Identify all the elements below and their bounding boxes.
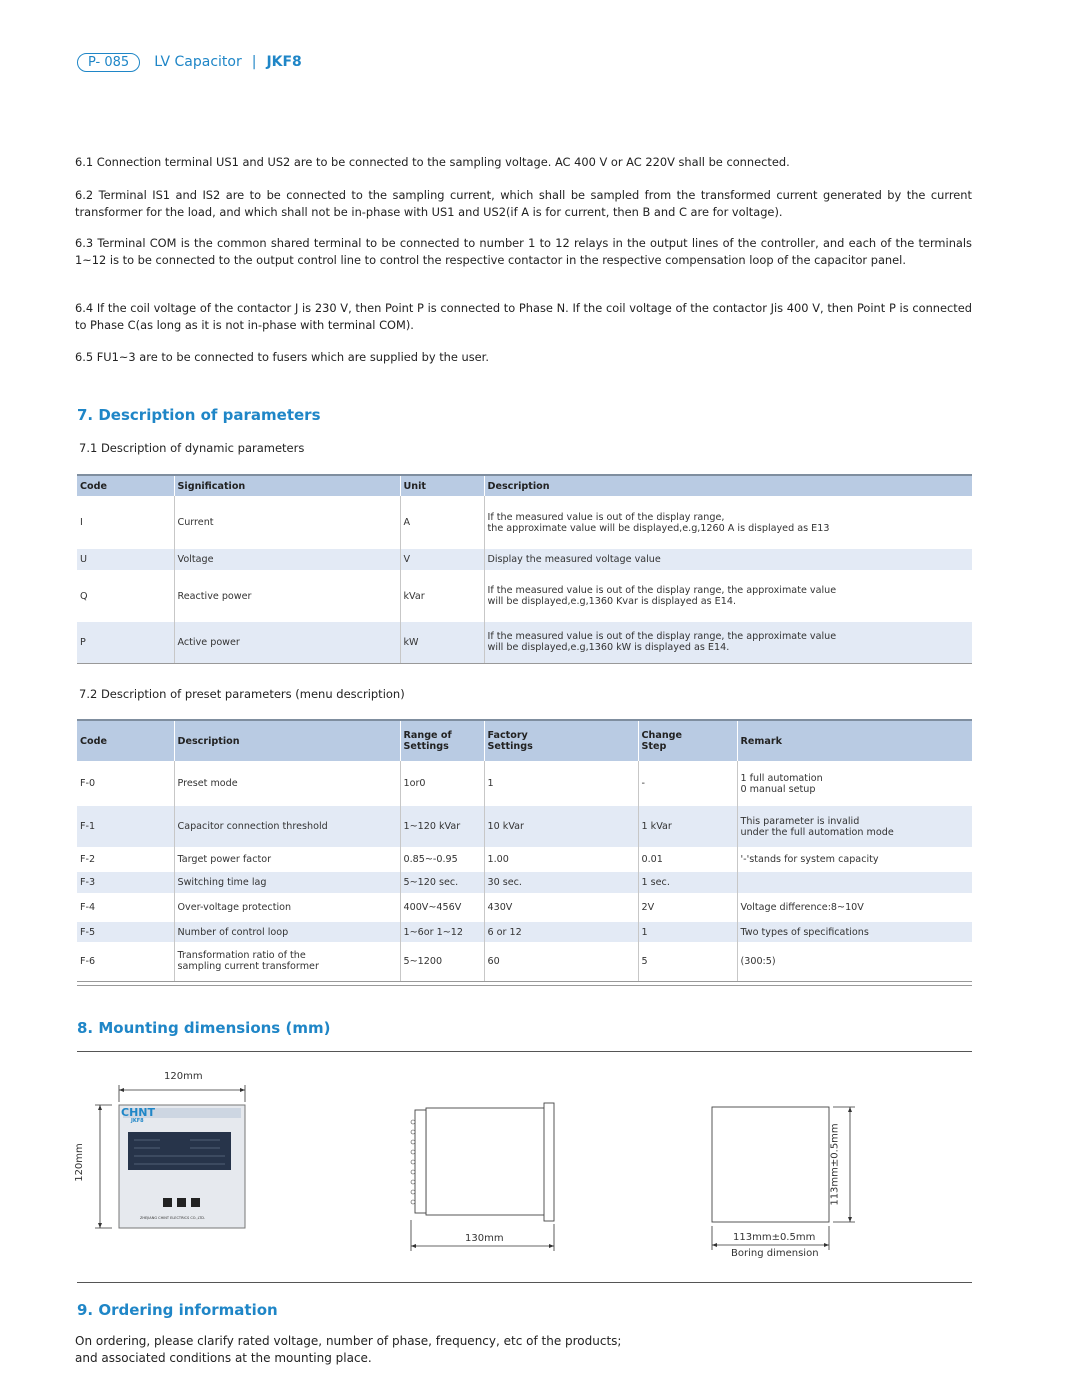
section-9-rule [77,1282,972,1283]
header-line: Settings [487,741,533,752]
cell-remark: Two types of specifications [737,922,972,942]
cell-factory: 6 or 12 [484,922,638,942]
cell-description: Target power factor [174,847,400,872]
cell-unit: A [400,496,484,549]
device-brand: CHNT [121,1106,155,1119]
cell-step: 2V [638,893,737,922]
note-6-2: 6.2 Terminal IS1 and IS2 are to be connected to the sampling current, which shall be sampled from the transformed current generated by the current transformer for the load, and which shall not be in-phase with US1 and US2(if A is for current, then B and C are for voltage). [75,188,972,219]
side-depth-label: 130mm [465,1233,504,1244]
table-row [77,872,972,893]
cell-factory: 1 [484,761,638,806]
ordering-line: On ordering, please clarify rated voltage, number of phase, frequency, etc of the products; [75,1334,622,1348]
page-header [77,51,302,73]
table-header-row [77,720,972,761]
cell-remark [737,872,972,893]
col-code: Code [77,720,174,761]
cell-remark [737,761,972,806]
cell-description: Preset mode [174,761,400,806]
device-model: JKF8 [131,1118,144,1124]
cell-range: 1~120 kVar [400,806,484,847]
cell-range: 1~6or 1~12 [400,922,484,942]
note-6-5: 6.5 FU1~3 are to be connected to fusers which are supplied by the user. [75,350,489,364]
cell-unit: V [400,549,484,570]
table-row [77,942,972,981]
cell-remark: Voltage difference:8~10V [737,893,972,922]
note-6-3: 6.3 Terminal COM is the common shared terminal to be connected to number 1 to 12 relays in the output lines of the controller, and each of the terminals 1~12 is to be connected to the output control line to control the respective contactor in the respective compensation loop of the capacitor panel. [75,236,972,267]
table-row [77,922,972,942]
note-6-4: 6.4 If the coil voltage of the contactor J is 230 V, then Point P is connected to Phase N. If the coil voltage of the contactor Jis 400 V, then Point P is connected to Phase C(as long as it is not in-phase with terminal COM). [75,301,972,332]
table-header-row [77,475,972,496]
cell-code: I [80,517,83,528]
cell-range: 1or0 [400,761,484,806]
header-line: Range of [403,730,452,741]
cell-step: 1 kVar [638,806,737,847]
preset-parameters-table [77,719,972,982]
header-line: Step [641,741,667,752]
cell-remark: (300:5) [737,942,972,981]
col-remark: Remark [737,720,972,761]
cell-signification: Active power [174,622,400,663]
cell-step: 1 [638,922,737,942]
section-8-title: 8. Mounting dimensions (mm) [77,1019,331,1037]
cell-factory: 10 kVar [484,806,638,847]
cutout-drawing [705,1100,865,1250]
cell-factory: 60 [484,942,638,981]
col-step [638,720,737,761]
desc-line: If the measured value is out of the display range, the approximate value [487,585,837,596]
cell-description: Switching time lag [174,872,400,893]
cell-signification: Current [174,496,400,549]
cell-description [484,570,972,622]
cell-code: U [77,549,174,570]
header-line: Factory [487,730,528,741]
cell-unit: kVar [400,570,484,622]
cell-description [484,622,972,663]
cell-step: 5 [638,942,737,981]
header-line: Change [641,730,683,741]
remark-line: 0 manual setup [740,783,816,795]
cell-description: Over-voltage protection [174,893,400,922]
remark-line: This parameter is invalid [740,815,860,827]
cell-description: Number of control loop [174,922,400,942]
remark-line: 1 full automation [740,772,823,784]
cell-code: Q [80,590,88,602]
cell-unit: kW [400,622,484,663]
cell-step: - [638,761,737,806]
cell-signification: Voltage [174,549,400,570]
cutout-height-label: 113mm±0.5mm [829,1123,841,1206]
cell-range: 5~1200 [400,942,484,981]
table-row [77,622,972,663]
desc-line: Transformation ratio of the [177,950,306,962]
desc-line: will be displayed,e.g,1360 Kvar is displayed as E14. [487,596,737,607]
col-code: Code [77,475,174,496]
section-8-rule [77,1051,972,1052]
cell-factory: 430V [484,893,638,922]
table-row [77,893,972,922]
remark-line: under the full automation mode [740,826,894,838]
subsection-7-2: 7.2 Description of preset parameters (menu description) [79,687,405,701]
cell-factory: 1.00 [484,847,638,872]
header-line: Settings [403,741,449,752]
cell-description [174,942,400,981]
front-width-label: 120mm [164,1071,203,1082]
table-bottom-rule [77,985,972,986]
header-category: LV Capacitor [154,54,242,70]
cutout-caption: Boring dimension [731,1248,819,1259]
cell-code: F-4 [80,902,96,913]
cell-remark [737,806,972,847]
table-row [77,496,972,549]
cell-range: 400V~456V [400,893,484,922]
cell-code: F-3 [77,872,174,893]
cell-factory: 30 sec. [484,872,638,893]
cell-step: 1 sec. [638,872,737,893]
table-row [77,806,972,847]
header-separator: | [251,54,257,70]
cell-code: P [77,622,174,663]
cell-step: 0.01 [638,847,737,872]
ordering-line: and associated conditions at the mounting place. [75,1350,372,1365]
note-6-1: 6.1 Connection terminal US1 and US2 are to be connected to the sampling voltage. AC 400 V or AC 220V shall be connected. [75,155,790,169]
cell-code: F-2 [80,854,96,865]
desc-line: If the measured value is out of the display range, the approximate value [487,631,837,643]
device-maker: ZHEJIANG CHINT ELECTRICS CO.,LTD. [140,1216,206,1220]
cell-remark: '-'stands for system capacity [737,847,972,872]
cell-signification: Reactive power [174,570,400,622]
desc-line: the approximate value will be displayed,e.g,1260 A is displayed as E13 [487,522,830,534]
col-unit: Unit [400,475,484,496]
cell-code: F-0 [80,778,96,789]
cutout-width-label: 113mm±0.5mm [733,1232,816,1243]
table-row [77,549,972,570]
col-signification: Signification [174,475,400,496]
desc-line: If the measured value is out of the display range, [487,511,725,523]
cell-description: Capacitor connection threshold [174,806,400,847]
section-7-title: 7. Description of parameters [77,406,321,424]
cell-range: 5~120 sec. [400,872,484,893]
cell-description: Display the measured voltage value [484,549,972,570]
page-number: P- 085 [77,53,140,72]
col-factory [484,720,638,761]
front-height-label: 120mm [73,1143,85,1182]
cell-code: F-6 [77,942,174,981]
col-range [400,720,484,761]
table-row [77,761,972,806]
subsection-7-1: 7.1 Description of dynamic parameters [79,441,305,455]
ordering-text [75,1333,972,1366]
dynamic-parameters-table [77,474,972,664]
col-description: Description [484,475,972,496]
header-product: JKF8 [266,54,302,70]
cell-range: 0.85~-0.95 [400,847,484,872]
table-row [77,570,972,622]
section-9-title: 9. Ordering information [77,1301,278,1319]
desc-line: will be displayed,e.g,1360 kW is displayed as E14. [487,642,730,654]
cell-description [484,496,972,549]
cell-code: F-1 [77,806,174,847]
cell-code: F-5 [77,922,174,942]
col-description: Description [174,720,400,761]
table-row [77,847,972,872]
desc-line: sampling current transformer [177,961,319,973]
